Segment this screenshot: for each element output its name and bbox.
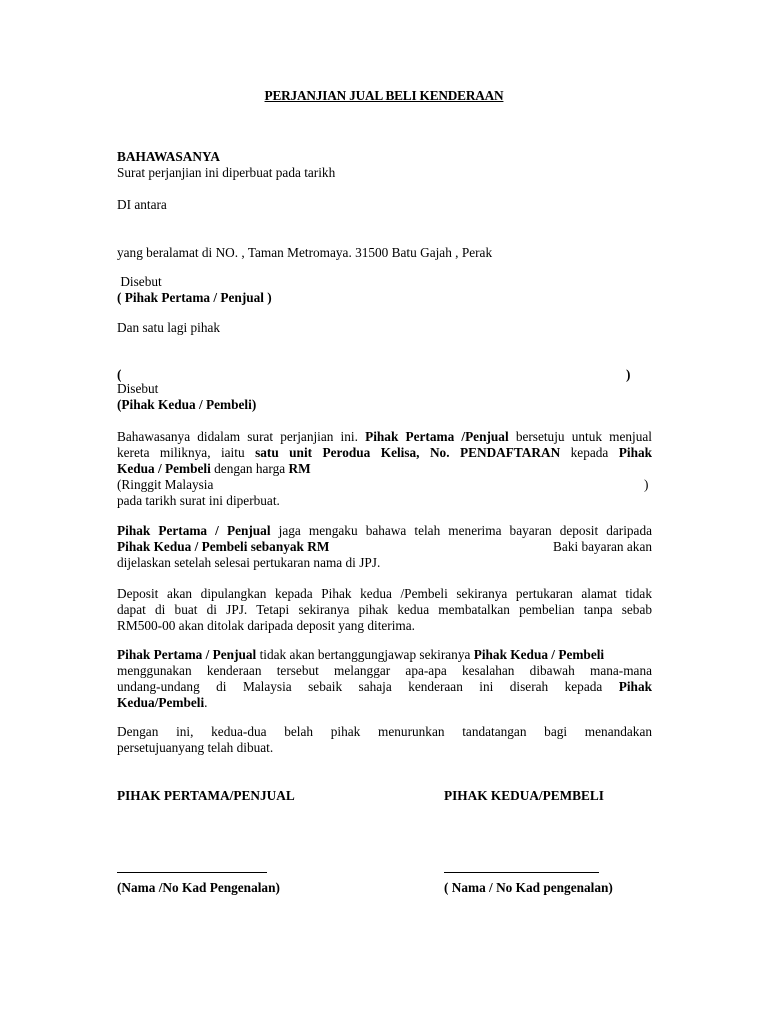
buyer-signature-line [444, 872, 599, 873]
party2-role: (Pihak Kedua / Pembeli) [117, 397, 257, 412]
sale-paragraph-line-3: Kedua / Pembeli dengan harga RM [117, 461, 311, 476]
intro-line: Surat perjanjian ini diperbuat pada tarikh [117, 165, 336, 180]
party2-close-paren: ) [626, 367, 631, 382]
seller-signature-caption: (Nama /No Kad Pengenalan) [117, 880, 280, 895]
buyer-signature-heading: PIHAK KEDUA/PEMBELI [444, 788, 604, 803]
seller-signature-heading: PIHAK PERTAMA/PENJUAL [117, 788, 295, 803]
closing-paragraph-line-2: persetujuanyang telah dibuat. [117, 740, 274, 755]
liability-paragraph-line-3: undang-undang di Malaysia sebaik sahaja kenderaan ini diserah kepada Pihak [117, 679, 652, 694]
whereas-heading: BAHAWASANYA [117, 149, 220, 164]
another-party-label: Dan satu lagi pihak [117, 320, 221, 335]
sale-paragraph-line-5: pada tarikh surat ini diperbuat. [117, 493, 280, 508]
sale-paragraph-line-2: kereta miliknya, iaitu satu unit Perodua Kelisa, No. PENDAFTARAN kepada Pihak [117, 445, 653, 460]
buyer-signature-caption: ( Nama / No Kad pengenalan) [444, 880, 613, 895]
party2-called: Disebut [117, 381, 159, 396]
party1-called: Disebut [117, 274, 162, 289]
sale-paragraph-line-4: (Ringgit Malaysia ) [117, 477, 649, 492]
seller-signature-line [117, 872, 267, 873]
deposit-paragraph-line-2: Pihak Kedua / Pembeli sebanyak RM Baki bayaran akan [117, 539, 652, 554]
deposit-paragraph-line-1: Pihak Pertama / Penjual jaga mengaku bahawa telah menerima bayaran deposit daripada [117, 523, 652, 538]
between-label: DI antara [117, 197, 167, 212]
refund-paragraph-line-1: Deposit akan dipulangkan kepada Pihak kedua /Pembeli sekiranya pertukaran alamat tidak [117, 586, 652, 601]
liability-paragraph-line-1: Pihak Pertama / Penjual tidak akan bertanggungjawap sekiranya Pihak Kedua / Pembeli [117, 647, 605, 662]
sale-paragraph [117, 429, 652, 509]
party2-open-paren: ( [117, 367, 122, 382]
deposit-paragraph [117, 523, 652, 571]
closing-paragraph-line-1: Dengan ini, kedua-dua belah pihak menurunkan tandatangan bagi menandakan [117, 724, 652, 739]
document-title: PERJANJIAN JUAL BELI KENDERAAN [264, 88, 504, 103]
liability-paragraph [117, 647, 652, 711]
closing-paragraph [117, 724, 652, 756]
deposit-paragraph-line-3: dijelaskan setelah selesai pertukaran nama di JPJ. [117, 555, 381, 570]
refund-paragraph-line-3: RM500-00 akan ditolak daripada deposit yang diterima. [117, 618, 415, 633]
address-line: yang beralamat di NO. , Taman Metromaya. 31500 Batu Gajah , Perak [117, 245, 493, 260]
refund-paragraph [117, 586, 652, 634]
refund-paragraph-line-2: dapat di buat di JPJ. Tetapi sekiranya pihak kedua membatalkan pembelian tanpa sebab [117, 602, 652, 617]
liability-paragraph-line-4: Kedua/Pembeli. [117, 695, 208, 710]
sale-paragraph-line-1: Bahawasanya didalam surat perjanjian ini. Pihak Pertama /Penjual bersetuju untuk menjual [117, 429, 652, 444]
party1-role: ( Pihak Pertama / Penjual ) [117, 290, 272, 305]
liability-paragraph-line-2: menggunakan kenderaan tersebut melanggar apa-apa kesalahan dibawah mana-mana [117, 663, 652, 678]
